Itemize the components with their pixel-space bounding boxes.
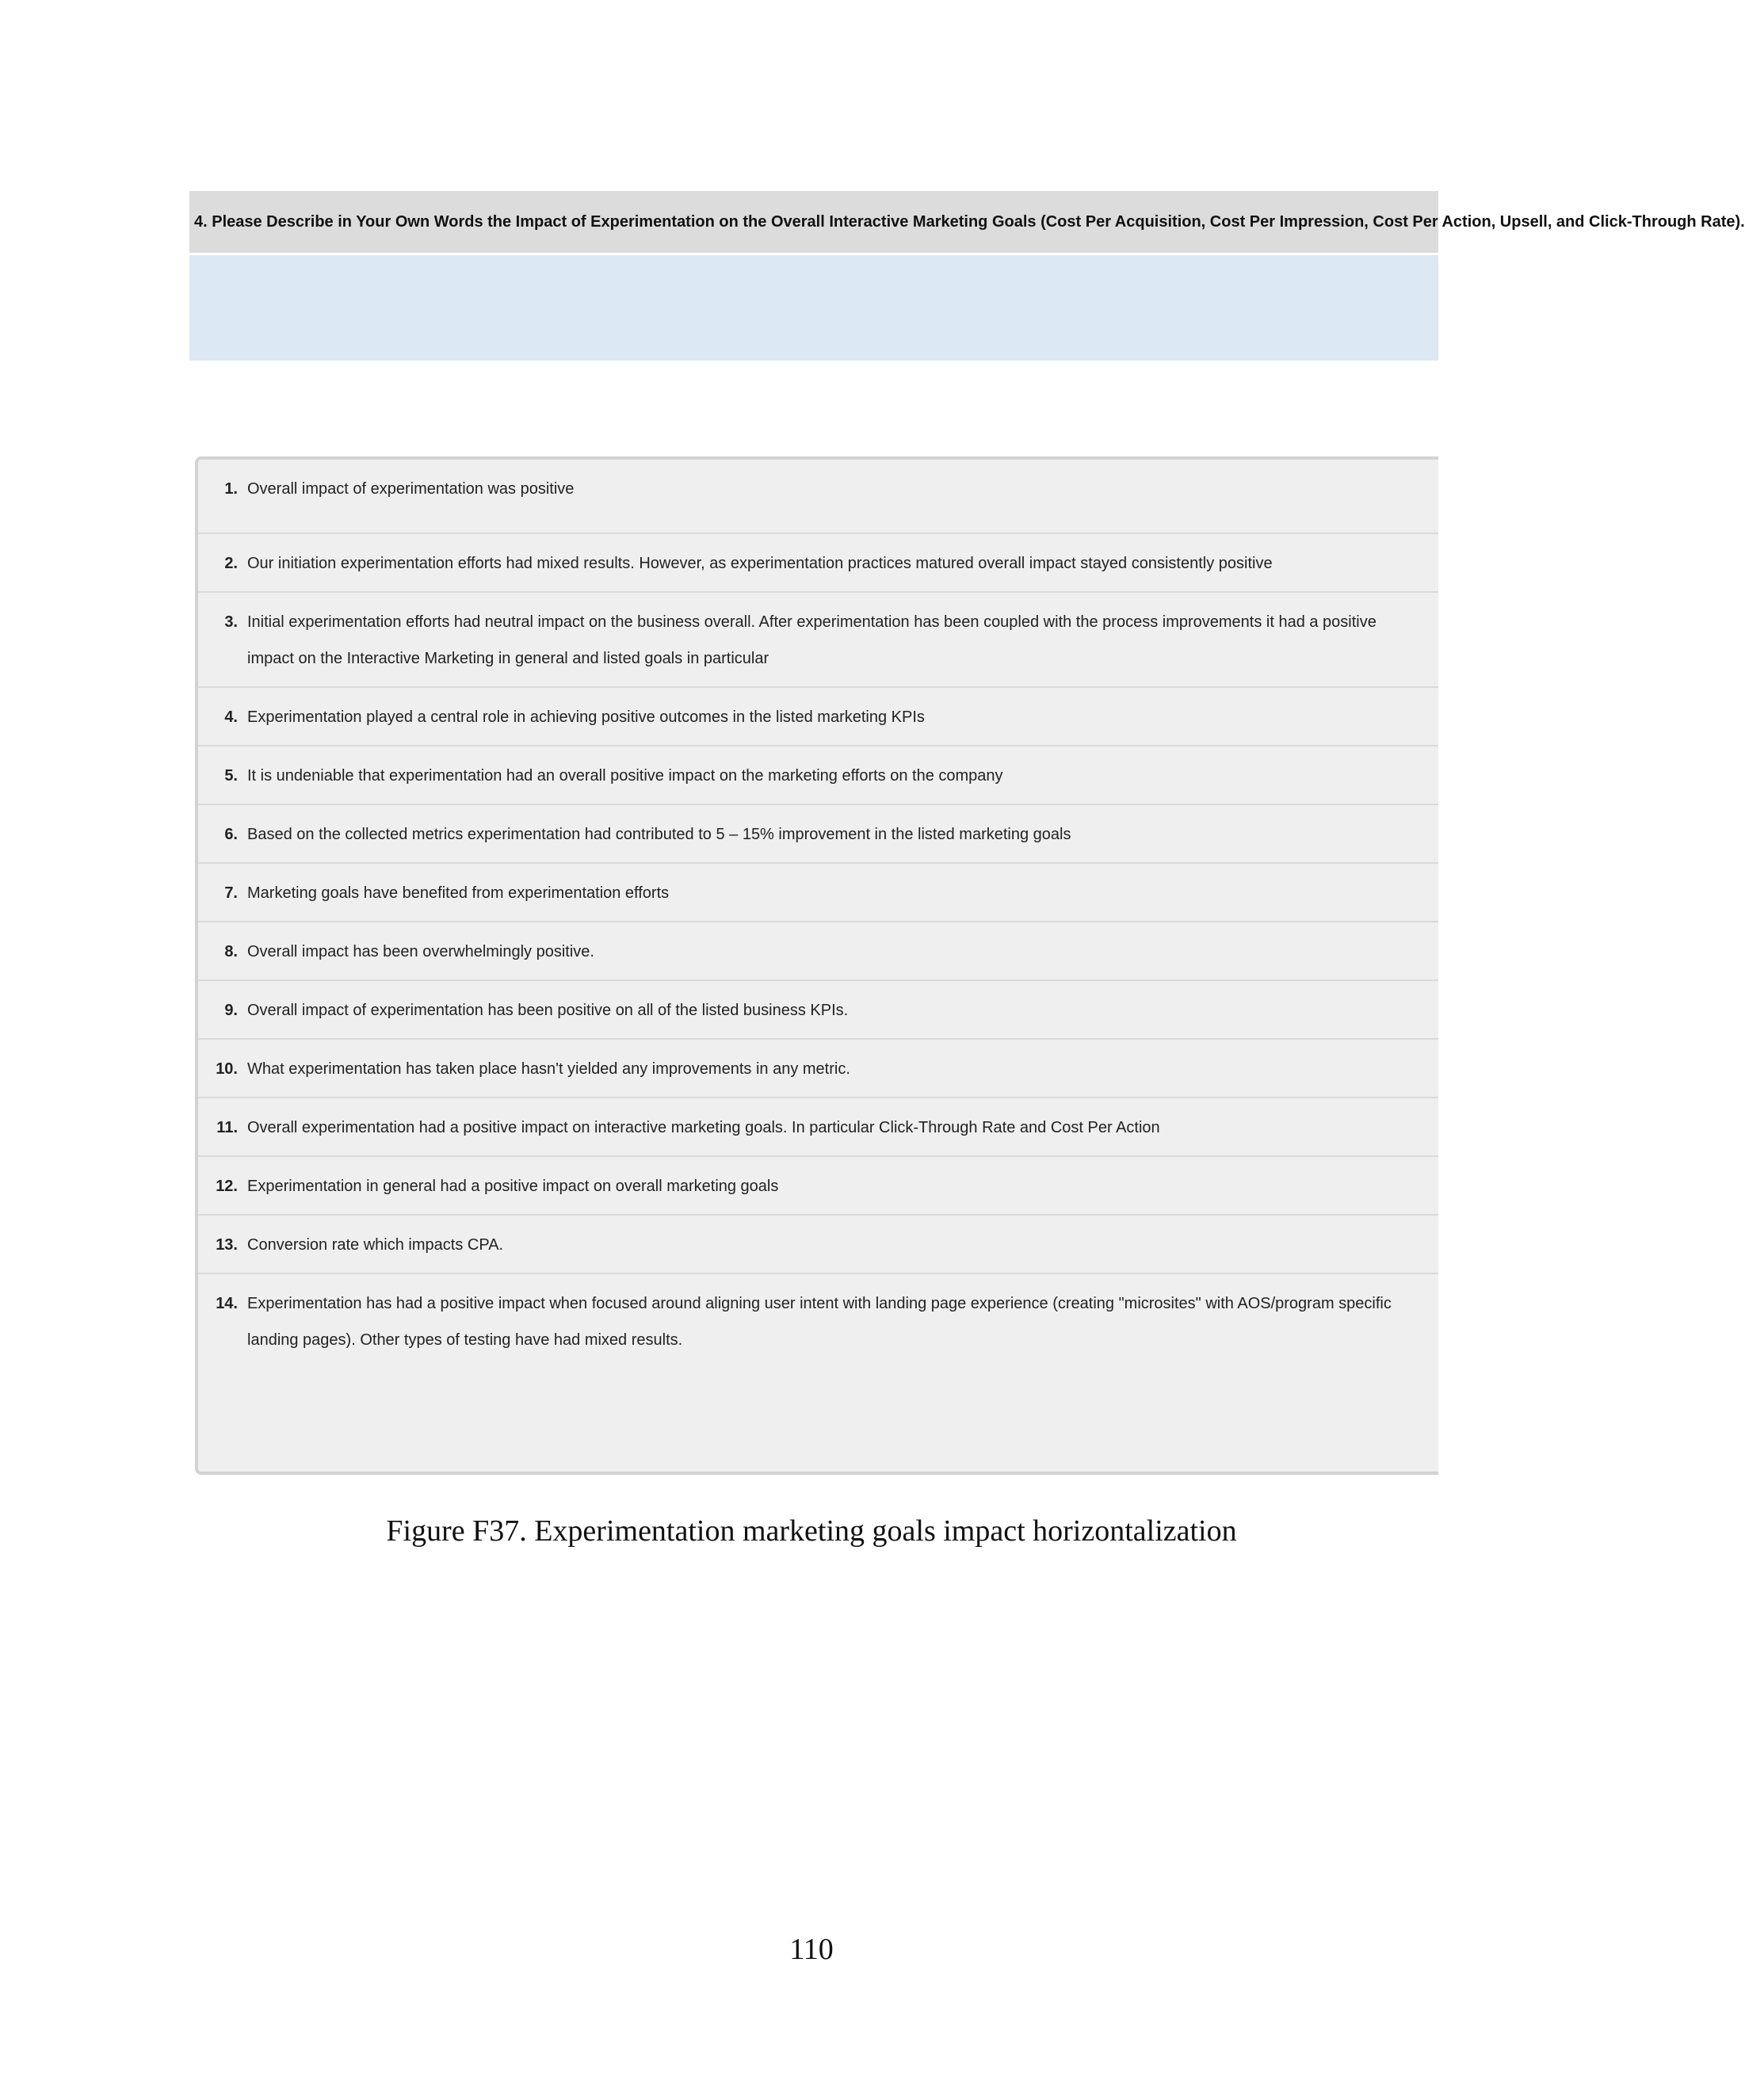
- response-number: 13.: [216, 1236, 238, 1254]
- response-item: [198, 922, 1438, 981]
- response-item: [198, 688, 1438, 746]
- response-number: 2.: [224, 555, 238, 572]
- response-item: [198, 1216, 1438, 1274]
- response-item: [198, 1274, 1438, 1369]
- response-text: What experimentation has taken place hasn't yielded any improvements in any metric.: [247, 1060, 850, 1078]
- response-item: [198, 1040, 1438, 1098]
- response-text: Experimentation has had a positive impact when focused around aligning user intent with landing page experience (creating "microsites" with AOS/program specific landing pages). Other types of testing have had mixed results.: [247, 1295, 1392, 1349]
- response-item: [198, 534, 1438, 593]
- response-text: Initial experimentation efforts had neutral impact on the business overall. After experimentation has been coupled with the process improvements it had a positive impact on the Interactive Marketing in general and listed goals in particular: [247, 613, 1377, 667]
- response-number: 8.: [224, 943, 238, 960]
- responses-panel: [195, 456, 1438, 1475]
- response-item: [198, 746, 1438, 805]
- response-item: [198, 805, 1438, 864]
- response-number: 3.: [224, 613, 238, 631]
- response-number: 9.: [224, 1002, 238, 1019]
- figure-caption: Figure F37. Experimentation marketing goals impact horizontalization: [386, 1514, 1237, 1548]
- response-number: 6.: [224, 826, 238, 843]
- response-text: Overall impact of experimentation has been positive on all of the listed business KPIs.: [247, 1002, 849, 1019]
- response-item: [198, 1157, 1438, 1216]
- response-text: Overall impact of experimentation was positive: [247, 480, 575, 498]
- response-text: Experimentation played a central role in achieving positive outcomes in the listed marketing KPIs: [247, 708, 925, 726]
- response-text: Experimentation in general had a positive impact on overall marketing goals: [247, 1178, 779, 1195]
- response-item: [198, 864, 1438, 922]
- response-text: Marketing goals have benefited from experimentation efforts: [247, 884, 670, 902]
- response-number: 11.: [216, 1119, 238, 1136]
- response-item: [198, 1098, 1438, 1157]
- response-text: Overall experimentation had a positive impact on interactive marketing goals. In particular Click-Through Rate and Cost Per Action: [247, 1119, 1160, 1136]
- answer-box: [189, 255, 1438, 361]
- response-number: 10.: [216, 1060, 238, 1078]
- page-number: 110: [789, 1933, 834, 1966]
- response-text: Overall impact has been overwhelmingly positive.: [247, 943, 594, 960]
- question-title: 4. Please Describe in Your Own Words the Impact of Experimentation on the Overall Interactive Marketing Goals (Cost Per Acquisition, Cost Per Impression, Cost Per Action, Upsell, and Click-Through Rate).: [189, 191, 1438, 253]
- response-item: [198, 981, 1438, 1040]
- response-number: 5.: [224, 767, 238, 785]
- response-text: Our initiation experimentation efforts had mixed results. However, as experimentation practices matured overall impact stayed consistently positive: [247, 555, 1273, 572]
- response-number: 12.: [216, 1178, 238, 1195]
- response-number: 4.: [224, 708, 238, 726]
- response-number: 1.: [224, 480, 238, 498]
- response-text: Conversion rate which impacts CPA.: [247, 1236, 504, 1254]
- response-text: Based on the collected metrics experimentation had contributed to 5 – 15% improvement in the listed marketing goals: [247, 826, 1071, 843]
- response-item: [198, 593, 1438, 688]
- response-item: [198, 475, 1438, 534]
- response-number: 7.: [224, 884, 238, 902]
- response-number: 14.: [216, 1295, 238, 1312]
- response-text: It is undeniable that experimentation had an overall positive impact on the marketing efforts on the company: [247, 767, 1003, 785]
